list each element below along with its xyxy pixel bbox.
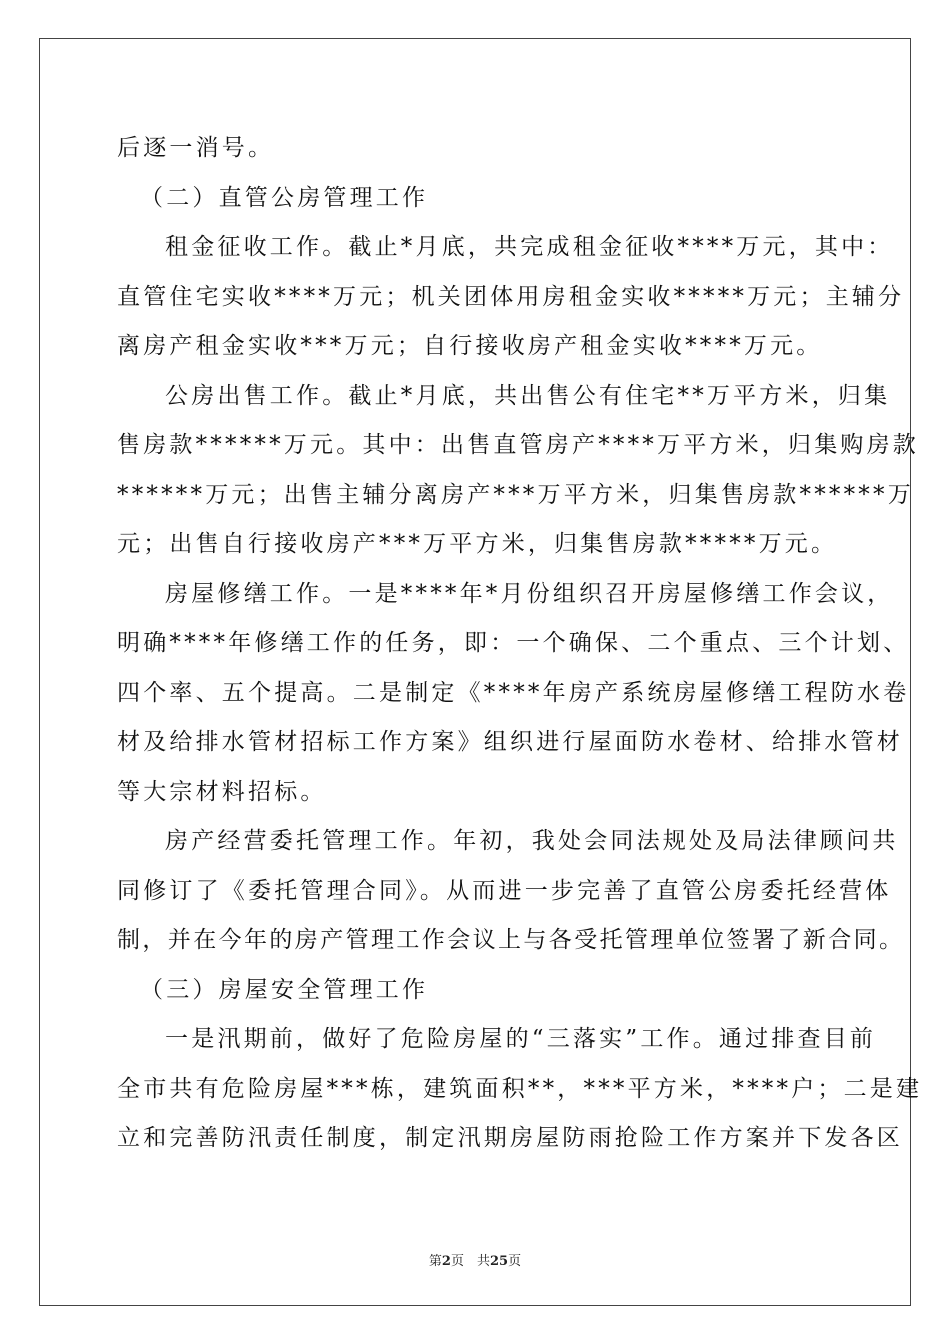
section-heading: （三）房屋安全管理工作 <box>140 976 429 1003</box>
text-line: 制，并在今年的房产管理工作会议上与各受托管理单位签署了新合同。 <box>117 927 905 953</box>
document-body <box>117 124 923 1164</box>
text-line: 全市共有危险房屋***栋，建筑面积**，***平方米，****户；二是建 <box>117 1075 923 1102</box>
paragraph-start: 房屋修缮工作。一是****年*月份组织召开房屋修缮工作会议， <box>165 580 894 607</box>
paragraph-start: 房产经营委托管理工作。年初，我处会同法规处及局法律顾问共 <box>165 828 899 854</box>
text-line: 元；出售自行接收房产***万平方米，归集售房款*****万元。 <box>117 531 838 557</box>
page-number: 2 <box>441 1254 451 1269</box>
text-line: 明确****年修缮工作的任务，即：一个确保、二个重点、三个计划、 <box>117 630 910 656</box>
text-line: 直管住宅实收****万元；机关团体用房租金实收*****万元；主辅分 <box>117 283 905 310</box>
footer-mid: 页 共 <box>450 1254 490 1269</box>
paragraph-start: 一是汛期前，做好了危险房屋的“三落实”工作。通过排查目前 <box>165 1026 877 1052</box>
text-line: ******万元；出售主辅分离房产***万平方米，归集售房款******万 <box>117 481 914 508</box>
text-line: 离房产租金实收***万元；自行接收房产租金实收****万元。 <box>117 333 823 359</box>
page-total: 25 <box>489 1254 509 1269</box>
page-footer <box>0 1250 950 1269</box>
paragraph-start: 公房出售工作。截止*月底，共出售公有住宅**万平方米，归集 <box>165 382 891 409</box>
text-line: 售房款******万元。其中：出售直管房产****万平方米，归集购房款 <box>117 432 919 458</box>
text-line: 立和完善防汛责任制度，制定汛期房屋防雨抢险工作方案并下发各区 <box>117 1125 903 1151</box>
text-line: 同修订了《委托管理合同》。从而进一步完善了直管公房委托经营体 <box>117 877 892 904</box>
section-heading: （二）直管公房管理工作 <box>140 184 429 211</box>
paragraph-start: 租金征收工作。截止*月底，共完成租金征收****万元，其中： <box>165 234 894 260</box>
footer-suffix: 页 <box>508 1254 522 1269</box>
text-line: 材及给排水管材招标工作方案》组织进行屋面防水卷材、给排水管材 <box>117 729 903 755</box>
text-line: 四个率、五个提高。二是制定《****年房产系统房屋修缮工程防水卷 <box>117 679 910 706</box>
footer-prefix: 第 <box>428 1254 442 1269</box>
text-line: 后逐一消号。 <box>117 135 275 161</box>
text-line: 等大宗材料招标。 <box>117 778 327 805</box>
